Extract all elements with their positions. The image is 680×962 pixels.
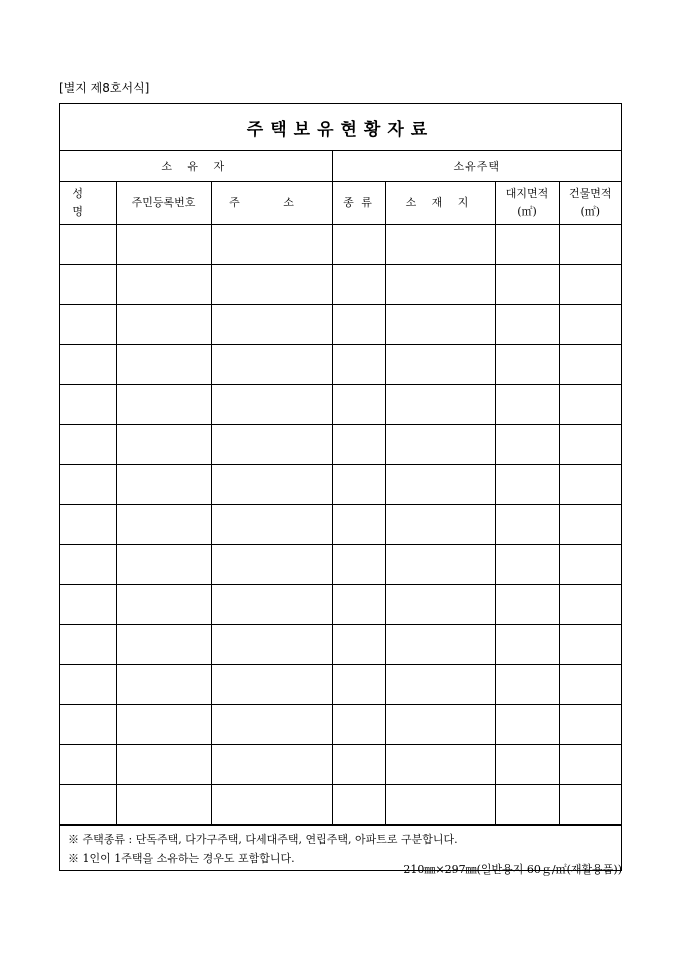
table-row: [60, 265, 621, 305]
resident-number-cell[interactable]: [116, 785, 211, 825]
type-cell[interactable]: [332, 305, 385, 345]
building-area-cell[interactable]: [559, 745, 621, 785]
table-row: [60, 545, 621, 585]
building-area-cell[interactable]: [559, 265, 621, 305]
address-cell[interactable]: [211, 785, 332, 825]
table-row: [60, 665, 621, 705]
type-cell[interactable]: [332, 465, 385, 505]
type-cell[interactable]: [332, 425, 385, 465]
land-area-label: 대지면적: [505, 187, 549, 200]
resident-number-cell[interactable]: [116, 465, 211, 505]
type-cell[interactable]: [332, 385, 385, 425]
type-cell[interactable]: [332, 665, 385, 705]
table-row: [60, 785, 621, 825]
table-row: [60, 585, 621, 625]
name-cell[interactable]: [60, 465, 116, 505]
address-cell[interactable]: [211, 225, 332, 265]
type-cell[interactable]: [332, 585, 385, 625]
building-area-label: 건물면적: [569, 187, 612, 200]
table-row: [60, 625, 621, 665]
title-bar: [60, 104, 621, 151]
land-area-cell[interactable]: [495, 345, 559, 385]
land-area-cell[interactable]: [495, 545, 559, 585]
land-area-cell[interactable]: [495, 665, 559, 705]
land-area-cell[interactable]: [495, 505, 559, 545]
address-cell[interactable]: [211, 665, 332, 705]
address-cell[interactable]: [211, 585, 332, 625]
location-cell[interactable]: [385, 305, 495, 345]
name-cell[interactable]: [60, 425, 116, 465]
ownership-table: [60, 151, 621, 825]
location-cell[interactable]: [385, 545, 495, 585]
table-row: [60, 385, 621, 425]
form-title: 주택보유현황자료: [246, 119, 435, 140]
resident-number-cell[interactable]: [116, 585, 211, 625]
building-area-unit: (㎡): [580, 205, 601, 218]
building-area-cell[interactable]: [559, 425, 621, 465]
location-cell[interactable]: [385, 585, 495, 625]
building-area-cell[interactable]: [559, 705, 621, 745]
type-cell[interactable]: [332, 745, 385, 785]
location-cell[interactable]: [385, 225, 495, 265]
type-cell[interactable]: [332, 785, 385, 825]
name-cell[interactable]: [60, 345, 116, 385]
building-area-cell[interactable]: [559, 225, 621, 265]
address-cell[interactable]: [211, 625, 332, 665]
location-cell[interactable]: [385, 385, 495, 425]
resident-number-cell[interactable]: [116, 665, 211, 705]
table-row: [60, 425, 621, 465]
location-cell[interactable]: [385, 665, 495, 705]
address-cell[interactable]: [211, 265, 332, 305]
house-group-header: 소유주택: [332, 151, 621, 182]
location-cell[interactable]: [385, 705, 495, 745]
name-cell[interactable]: [60, 705, 116, 745]
name-cell[interactable]: [60, 305, 116, 345]
address-cell[interactable]: [211, 745, 332, 785]
name-cell[interactable]: [60, 385, 116, 425]
land-area-cell[interactable]: [495, 585, 559, 625]
resident-number-cell[interactable]: [116, 265, 211, 305]
resident-number-cell[interactable]: [116, 745, 211, 785]
land-area-unit: (㎡): [517, 205, 537, 218]
table-row: [60, 505, 621, 545]
resident-number-cell[interactable]: [116, 705, 211, 745]
land-area-cell[interactable]: [495, 705, 559, 745]
address-column-header: 주 소: [211, 182, 332, 225]
note-single-house: ※ 1인이 1주택을 소유하는 경우도 포함합니다.: [68, 852, 295, 865]
building-area-cell[interactable]: [559, 585, 621, 625]
building-area-cell[interactable]: [559, 625, 621, 665]
name-cell[interactable]: [60, 665, 116, 705]
form-number-label: [별지 제8호서식]: [59, 81, 150, 95]
name-cell[interactable]: [60, 745, 116, 785]
resident-number-cell[interactable]: [116, 305, 211, 345]
location-cell[interactable]: [385, 345, 495, 385]
location-cell[interactable]: [385, 465, 495, 505]
location-cell[interactable]: [385, 625, 495, 665]
resident-number-cell[interactable]: [116, 385, 211, 425]
address-cell[interactable]: [211, 305, 332, 345]
type-cell[interactable]: [332, 505, 385, 545]
building-area-cell[interactable]: [559, 305, 621, 345]
land-area-cell[interactable]: [495, 265, 559, 305]
name-cell[interactable]: [60, 585, 116, 625]
land-area-cell[interactable]: [495, 745, 559, 785]
land-area-column-header: [495, 182, 559, 225]
type-cell[interactable]: [332, 265, 385, 305]
address-cell[interactable]: [211, 505, 332, 545]
location-cell[interactable]: [385, 505, 495, 545]
type-cell[interactable]: [332, 705, 385, 745]
resident-number-cell[interactable]: [116, 345, 211, 385]
land-area-cell[interactable]: [495, 625, 559, 665]
name-cell[interactable]: [60, 225, 116, 265]
resident-number-cell[interactable]: [116, 425, 211, 465]
building-area-cell[interactable]: [559, 665, 621, 705]
location-cell[interactable]: [385, 265, 495, 305]
resident-number-column-header: 주민등록번호: [116, 182, 211, 225]
note-house-types: ※ 주택종류 : 단독주택, 다가구주택, 다세대주택, 연립주택, 아파트로 구분합니다.: [68, 833, 458, 846]
address-cell[interactable]: [211, 425, 332, 465]
name-cell[interactable]: [60, 785, 116, 825]
land-area-cell[interactable]: [495, 225, 559, 265]
table-row: [60, 345, 621, 385]
location-cell[interactable]: [385, 425, 495, 465]
building-area-cell[interactable]: [559, 385, 621, 425]
location-column-header: 소 재 지: [385, 182, 495, 225]
type-cell[interactable]: [332, 545, 385, 585]
table-row: [60, 465, 621, 505]
table-row: [60, 305, 621, 345]
address-cell[interactable]: [211, 545, 332, 585]
building-area-cell[interactable]: [559, 785, 621, 825]
address-cell[interactable]: [211, 385, 332, 425]
name-cell[interactable]: [60, 265, 116, 305]
land-area-cell[interactable]: [495, 385, 559, 425]
name-cell[interactable]: [60, 625, 116, 665]
building-area-cell[interactable]: [559, 505, 621, 545]
address-cell[interactable]: [211, 345, 332, 385]
resident-number-cell[interactable]: [116, 505, 211, 545]
owner-group-header: 소 유 자: [60, 151, 332, 182]
name-cell[interactable]: [60, 545, 116, 585]
land-area-cell[interactable]: [495, 305, 559, 345]
table-row: [60, 705, 621, 745]
table-body: [60, 225, 621, 825]
location-cell[interactable]: [385, 785, 495, 825]
name-column-header: 성 명: [60, 182, 116, 225]
building-area-cell[interactable]: [559, 545, 621, 585]
land-area-cell[interactable]: [495, 785, 559, 825]
type-column-header: 종 류: [332, 182, 385, 225]
land-area-cell[interactable]: [495, 465, 559, 505]
building-area-column-header: [559, 182, 621, 225]
address-cell[interactable]: [211, 465, 332, 505]
location-cell[interactable]: [385, 745, 495, 785]
name-cell[interactable]: [60, 505, 116, 545]
building-area-cell[interactable]: [559, 465, 621, 505]
type-cell[interactable]: [332, 345, 385, 385]
resident-number-cell[interactable]: [116, 625, 211, 665]
table-row: [60, 225, 621, 265]
land-area-cell[interactable]: [495, 425, 559, 465]
type-cell[interactable]: [332, 225, 385, 265]
address-cell[interactable]: [211, 705, 332, 745]
table-row: [60, 745, 621, 785]
resident-number-cell[interactable]: [116, 545, 211, 585]
building-area-cell[interactable]: [559, 345, 621, 385]
resident-number-cell[interactable]: [116, 225, 211, 265]
house-ownership-form: [59, 103, 622, 871]
paper-spec-footer: 210㎜×297㎜(일반용지 60ｇ/㎡(재활용품)): [403, 863, 622, 876]
type-cell[interactable]: [332, 625, 385, 665]
